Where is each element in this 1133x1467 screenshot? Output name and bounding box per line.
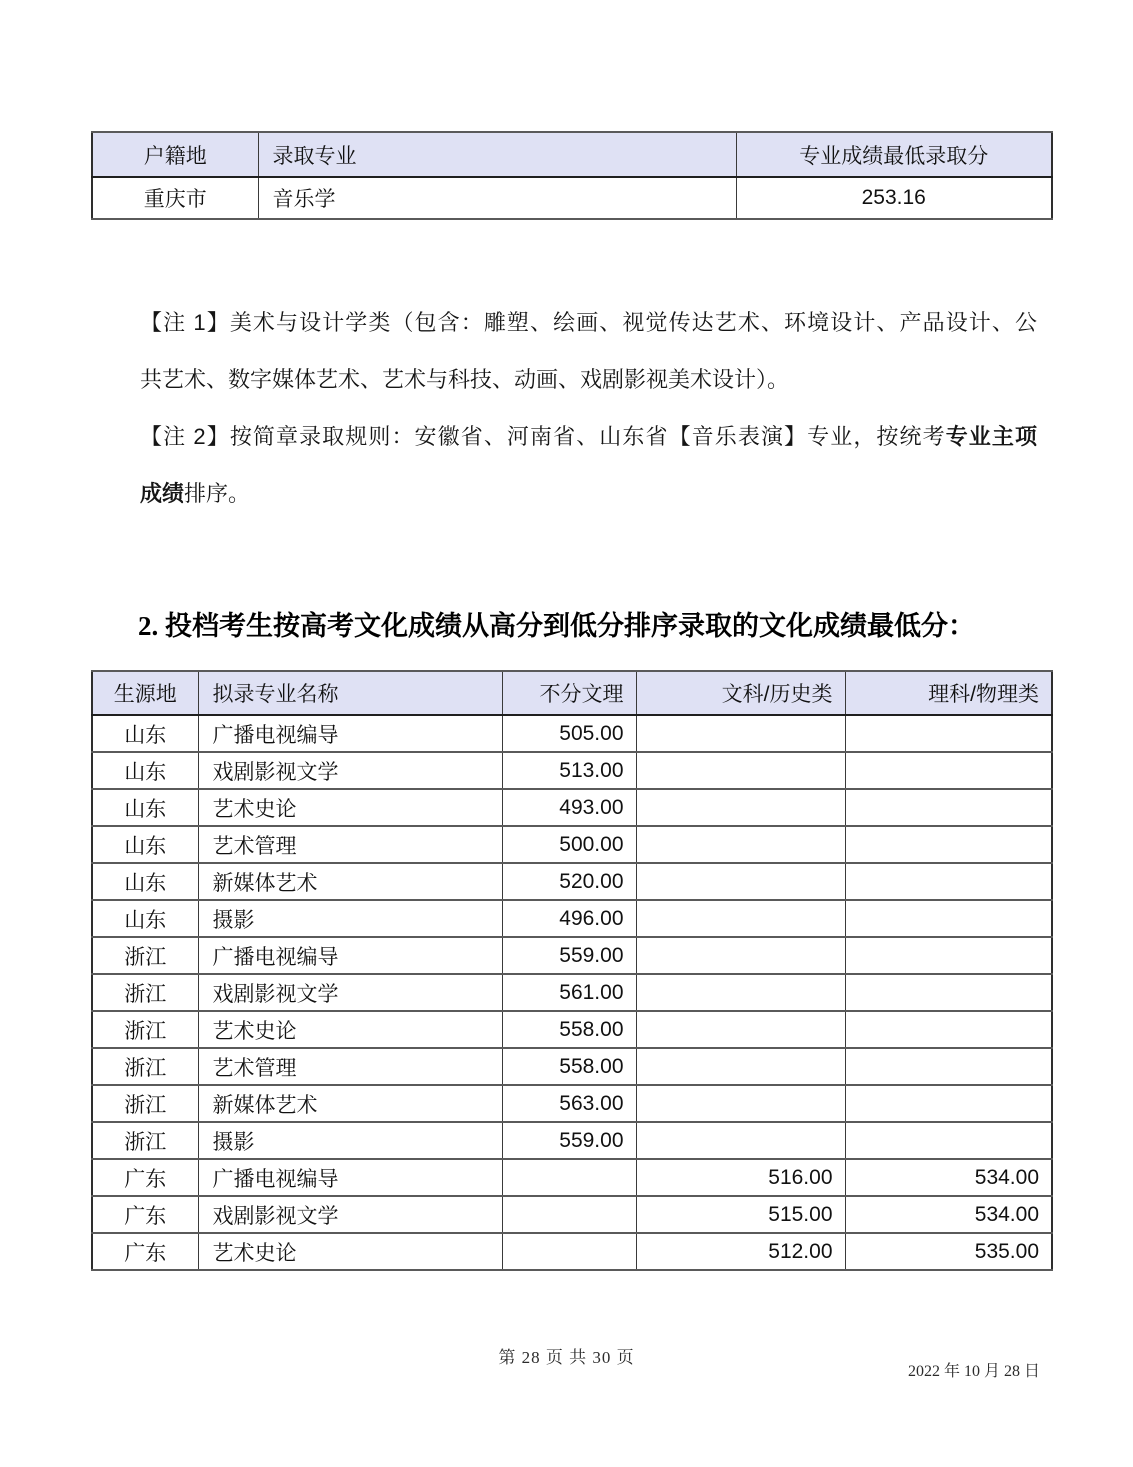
cell <box>636 1048 845 1085</box>
table-row <box>92 1159 1052 1196</box>
cell: 512.00 <box>636 1233 845 1270</box>
cell: 广东 <box>92 1233 198 1270</box>
note-line <box>140 294 1037 351</box>
cell <box>636 789 845 826</box>
cell: 山东 <box>92 900 198 937</box>
cell: 534.00 <box>845 1196 1052 1233</box>
cell: 重庆市 <box>92 177 258 219</box>
cell <box>636 1085 845 1122</box>
cell <box>636 1011 845 1048</box>
table-row <box>92 863 1052 900</box>
note-text: 共艺术、数字媒体艺术、艺术与科技、动画、戏剧影视美术设计）。 <box>140 367 790 392</box>
table-row <box>92 177 1052 219</box>
cell: 戏剧影视文学 <box>198 752 502 789</box>
cell: 561.00 <box>502 974 636 1011</box>
note-text-bold: 专业主项 <box>945 424 1037 449</box>
cell: 559.00 <box>502 937 636 974</box>
cell: 563.00 <box>502 1085 636 1122</box>
cell: 广东 <box>92 1196 198 1233</box>
cell: 535.00 <box>845 1233 1052 1270</box>
column-header: 户籍地 <box>92 132 258 177</box>
cell: 戏剧影视文学 <box>198 1196 502 1233</box>
cell: 253.16 <box>736 177 1052 219</box>
table-row <box>92 1011 1052 1048</box>
cell: 山东 <box>92 826 198 863</box>
cell: 艺术史论 <box>198 1011 502 1048</box>
notes-block <box>140 294 1037 522</box>
cell: 广播电视编导 <box>198 715 502 752</box>
footer-page-indicator: 第 28 页 共 30 页 <box>498 1348 635 1367</box>
cell: 艺术管理 <box>198 826 502 863</box>
cell: 558.00 <box>502 1011 636 1048</box>
cell <box>636 715 845 752</box>
cell: 513.00 <box>502 752 636 789</box>
cell: 558.00 <box>502 1048 636 1085</box>
footer-date: 2022 年 10 月 28 日 <box>907 1363 1040 1380</box>
cell: 浙江 <box>92 1085 198 1122</box>
cell: 515.00 <box>636 1196 845 1233</box>
cell <box>636 1122 845 1159</box>
cell: 新媒体艺术 <box>198 863 502 900</box>
table-row <box>92 900 1052 937</box>
cell <box>502 1159 636 1196</box>
note-text-bold: 成绩 <box>140 481 185 506</box>
cell <box>845 900 1052 937</box>
table-row <box>92 1048 1052 1085</box>
cell: 艺术史论 <box>198 789 502 826</box>
note-line <box>140 351 1037 408</box>
column-header: 文科/历史类 <box>636 671 845 715</box>
cell: 534.00 <box>845 1159 1052 1196</box>
cell: 音乐学 <box>258 177 736 219</box>
cell <box>845 974 1052 1011</box>
note-line <box>140 408 1037 465</box>
cell: 浙江 <box>92 1122 198 1159</box>
cell <box>502 1233 636 1270</box>
cell <box>845 937 1052 974</box>
cell <box>845 826 1052 863</box>
cell: 广播电视编导 <box>198 937 502 974</box>
column-header: 拟录专业名称 <box>198 671 502 715</box>
column-header: 专业成绩最低录取分 <box>736 132 1052 177</box>
cell: 艺术管理 <box>198 1048 502 1085</box>
cell <box>636 974 845 1011</box>
cell: 山东 <box>92 789 198 826</box>
header-row <box>92 132 1052 177</box>
residence-admission-table-wrap <box>91 131 1051 220</box>
table-row <box>92 1196 1052 1233</box>
header-row <box>92 671 1052 715</box>
table-row <box>92 715 1052 752</box>
cell <box>636 752 845 789</box>
cell <box>845 1085 1052 1122</box>
note-paragraph <box>140 294 1037 408</box>
cell: 浙江 <box>92 974 198 1011</box>
cell: 广播电视编导 <box>198 1159 502 1196</box>
cell: 新媒体艺术 <box>198 1085 502 1122</box>
cell <box>636 826 845 863</box>
cell <box>636 863 845 900</box>
culture-score-table-wrap <box>91 670 1051 1271</box>
cell: 496.00 <box>502 900 636 937</box>
note-paragraph <box>140 408 1037 522</box>
note-text: 【注 2】按简章录取规则：安徽省、河南省、山东省【音乐表演】专业，按统考 <box>140 424 946 449</box>
cell: 艺术史论 <box>198 1233 502 1270</box>
cell: 山东 <box>92 752 198 789</box>
table-row <box>92 1122 1052 1159</box>
cell <box>845 1048 1052 1085</box>
note-line <box>140 465 1037 522</box>
cell: 广东 <box>92 1159 198 1196</box>
cell <box>845 789 1052 826</box>
cell: 山东 <box>92 863 198 900</box>
cell: 500.00 <box>502 826 636 863</box>
cell <box>845 863 1052 900</box>
residence-admission-table <box>91 131 1053 220</box>
cell <box>636 937 845 974</box>
table-row <box>92 974 1052 1011</box>
cell <box>502 1196 636 1233</box>
cell: 516.00 <box>636 1159 845 1196</box>
cell <box>845 1122 1052 1159</box>
note-text: 【注 1】美术与设计学类（包含：雕塑、绘画、视觉传达艺术、环境设计、产品设计、公 <box>140 310 1037 335</box>
column-header: 理科/物理类 <box>845 671 1052 715</box>
cell: 520.00 <box>502 863 636 900</box>
table-row <box>92 826 1052 863</box>
column-header: 不分文理 <box>502 671 636 715</box>
cell: 浙江 <box>92 1048 198 1085</box>
cell: 浙江 <box>92 1011 198 1048</box>
column-header: 生源地 <box>92 671 198 715</box>
note-text: 排序。 <box>184 481 251 506</box>
table-row <box>92 937 1052 974</box>
table-row <box>92 752 1052 789</box>
table-row <box>92 1233 1052 1270</box>
cell: 559.00 <box>502 1122 636 1159</box>
cell <box>845 1011 1052 1048</box>
cell: 浙江 <box>92 937 198 974</box>
cell: 摄影 <box>198 1122 502 1159</box>
cell: 戏剧影视文学 <box>198 974 502 1011</box>
cell: 摄影 <box>198 900 502 937</box>
table-row <box>92 1085 1052 1122</box>
cell: 山东 <box>92 715 198 752</box>
column-header: 录取专业 <box>258 132 736 177</box>
culture-score-table <box>91 670 1053 1271</box>
cell <box>845 752 1052 789</box>
cell: 505.00 <box>502 715 636 752</box>
cell <box>636 900 845 937</box>
cell: 493.00 <box>502 789 636 826</box>
cell <box>845 715 1052 752</box>
section-heading: 2. 投档考生按高考文化成绩从高分到低分排序录取的文化成绩最低分： <box>138 611 975 641</box>
table-row <box>92 789 1052 826</box>
